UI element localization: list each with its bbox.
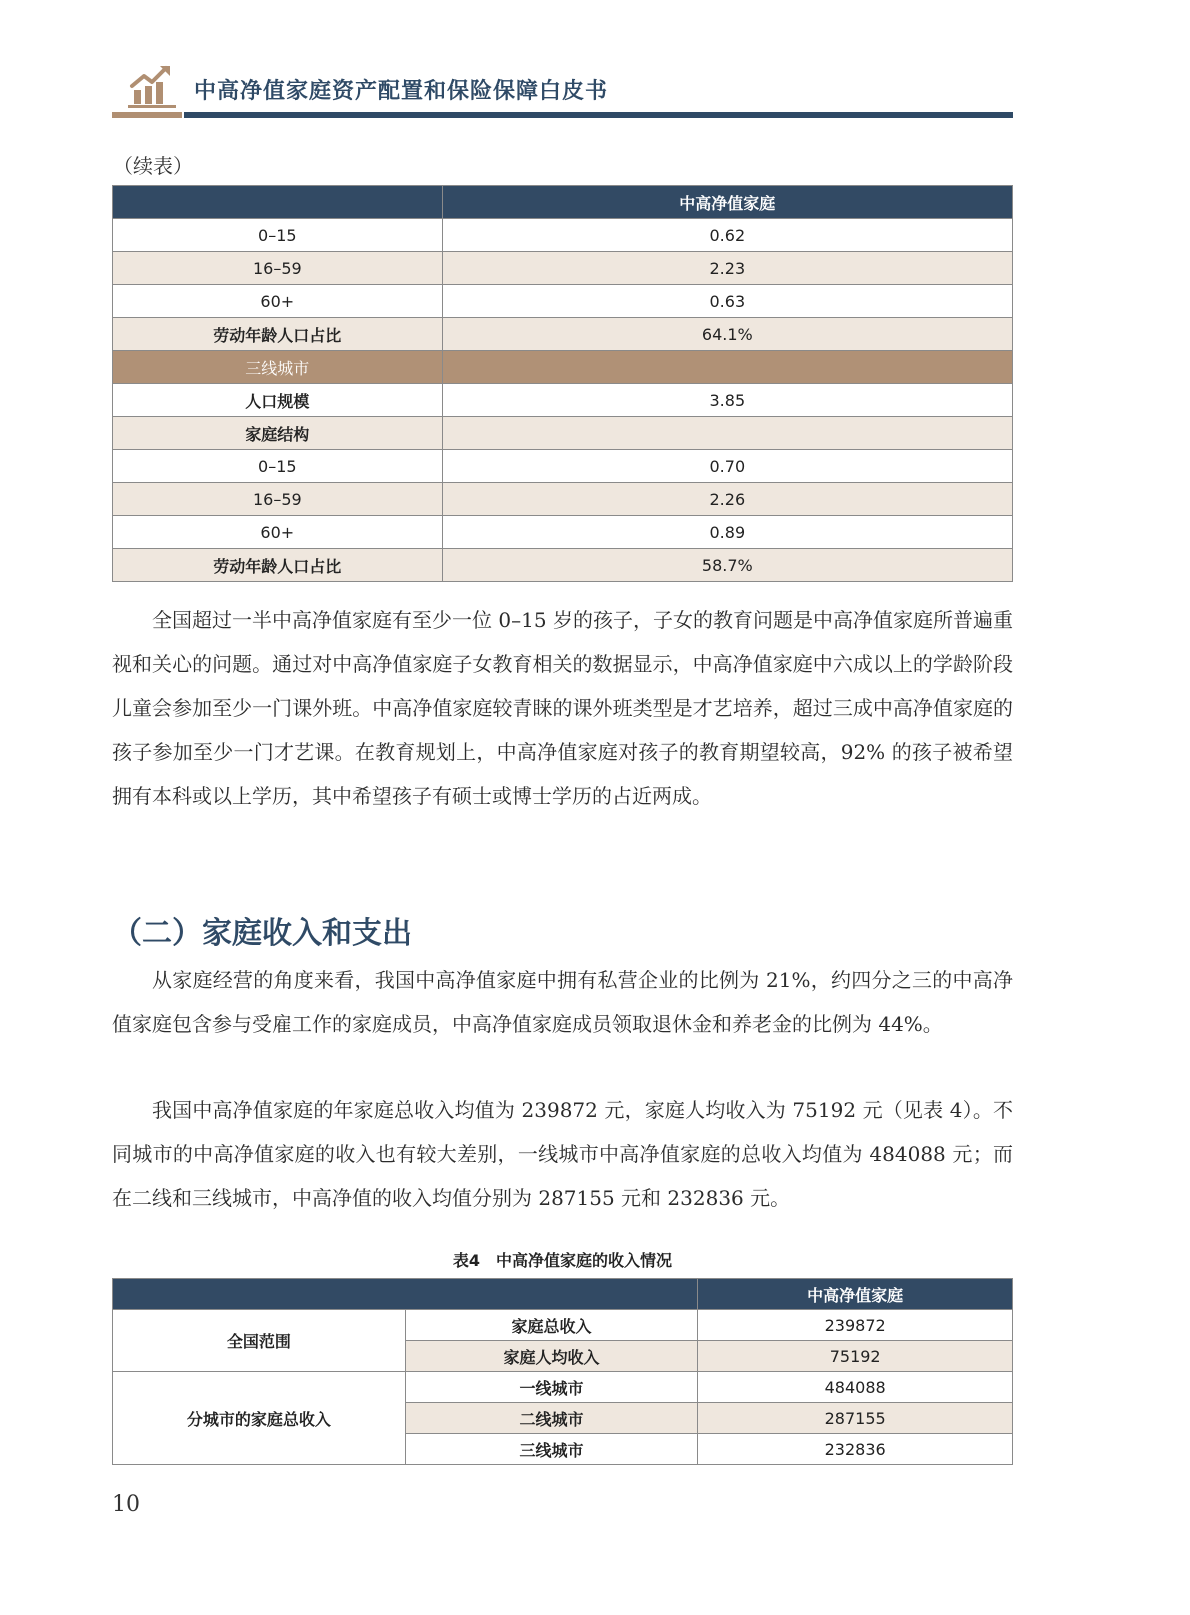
table-header-row — [113, 1279, 1013, 1310]
bar-chart-growth-icon — [128, 64, 176, 108]
row-value: 2.26 — [442, 483, 1012, 516]
row-label: 家庭结构 — [113, 417, 443, 450]
table-caption: 表4 中高净值家庭的收入情况 — [452, 1251, 673, 1270]
row-label: 60+ — [113, 285, 443, 318]
row-label: 60+ — [113, 516, 443, 549]
continued-table — [112, 185, 1013, 582]
table-row — [113, 285, 1013, 318]
row-label: 劳动年龄人口占比 — [113, 318, 443, 351]
table-row — [113, 1372, 1013, 1403]
table-row — [113, 417, 1013, 450]
header-cell: 中高净值家庭 — [442, 186, 1012, 219]
table-row — [113, 384, 1013, 417]
group-label-city: 分城市的家庭总收入 — [113, 1372, 406, 1465]
header-cell-empty — [113, 186, 443, 219]
row-value — [442, 417, 1012, 450]
category-value — [442, 351, 1012, 384]
body-paragraph: 从家庭经营的角度来看，我国中高净值家庭中拥有私营企业的比例为 21%，约四分之三的中高净值家庭包含参与受雇工作的家庭成员，中高净值家庭成员领取退休金和养老金的比例为 44%。 — [112, 968, 1013, 1036]
row-value: 0.62 — [442, 219, 1012, 252]
income-table — [112, 1278, 1013, 1465]
row-label: 16–59 — [113, 483, 443, 516]
row-label: 劳动年龄人口占比 — [113, 549, 443, 582]
table-row — [113, 219, 1013, 252]
row-value: 0.63 — [442, 285, 1012, 318]
header-cell-empty — [113, 1279, 698, 1310]
header-title: 中高净值家庭资产配置和保险保障白皮书 — [194, 79, 609, 104]
row-value: 75192 — [698, 1341, 1013, 1372]
header-rule — [184, 112, 1013, 118]
body-paragraph: 我国中高净值家庭的年家庭总收入均值为 239872 元，家庭人均收入为 75192 元（见表 4）。不同城市的中高净值家庭的收入也有较大差别，一线城市中高净值家庭的总收入均值为 484088 元；而在二线和三线城市，中高净值的收入均值分别为 287155 元和 232836 元。 — [112, 1098, 1013, 1210]
table-row — [113, 318, 1013, 351]
body-paragraph: 全国超过一半中高净值家庭有至少一位 0–15 岁的孩子，子女的教育问题是中高净值家庭所普遍重视和关心的问题。通过对中高净值家庭子女教育相关的数据显示，中高净值家庭中六成以上的学龄阶段儿童会参加至少一门课外班。中高净值家庭较青睐的课外班类型是才艺培养，超过三成中高净值家庭的孩子参加至少一门才艺课。在教育规划上，中高净值家庭对孩子的教育期望较高，92% 的孩子被希望拥有本科或以上学历，其中希望孩子有硕士或博士学历的占近两成。 — [112, 608, 1013, 808]
table-row — [113, 549, 1013, 582]
row-label: 16–59 — [113, 252, 443, 285]
row-value: 287155 — [698, 1403, 1013, 1434]
table-row — [113, 1310, 1013, 1341]
row-value: 58.7% — [442, 549, 1012, 582]
row-value: 3.85 — [442, 384, 1012, 417]
table-row — [113, 450, 1013, 483]
table-row — [113, 483, 1013, 516]
category-label: 三线城市 — [113, 351, 443, 384]
table-row — [113, 252, 1013, 285]
section-title: （二）家庭收入和支出 — [112, 916, 412, 951]
table-row — [113, 516, 1013, 549]
page-header — [112, 58, 1013, 122]
continued-label: （续表） — [113, 154, 193, 178]
row-label: 人口规模 — [113, 384, 443, 417]
row-label: 三线城市 — [405, 1434, 698, 1465]
group-label-national: 全国范围 — [113, 1310, 406, 1372]
header-rule-accent — [112, 112, 182, 118]
row-value: 239872 — [698, 1310, 1013, 1341]
row-label: 0–15 — [113, 450, 443, 483]
table-header-row — [113, 186, 1013, 219]
row-value: 484088 — [698, 1372, 1013, 1403]
header-cell: 中高净值家庭 — [698, 1279, 1013, 1310]
category-row — [113, 351, 1013, 384]
row-value: 0.89 — [442, 516, 1012, 549]
row-label: 0–15 — [113, 219, 443, 252]
row-value: 232836 — [698, 1434, 1013, 1465]
row-label: 二线城市 — [405, 1403, 698, 1434]
page-number: 10 — [112, 1492, 140, 1517]
row-label: 家庭总收入 — [405, 1310, 698, 1341]
row-value: 2.23 — [442, 252, 1012, 285]
row-label: 一线城市 — [405, 1372, 698, 1403]
row-value: 0.70 — [442, 450, 1012, 483]
row-label: 家庭人均收入 — [405, 1341, 698, 1372]
row-value: 64.1% — [442, 318, 1012, 351]
